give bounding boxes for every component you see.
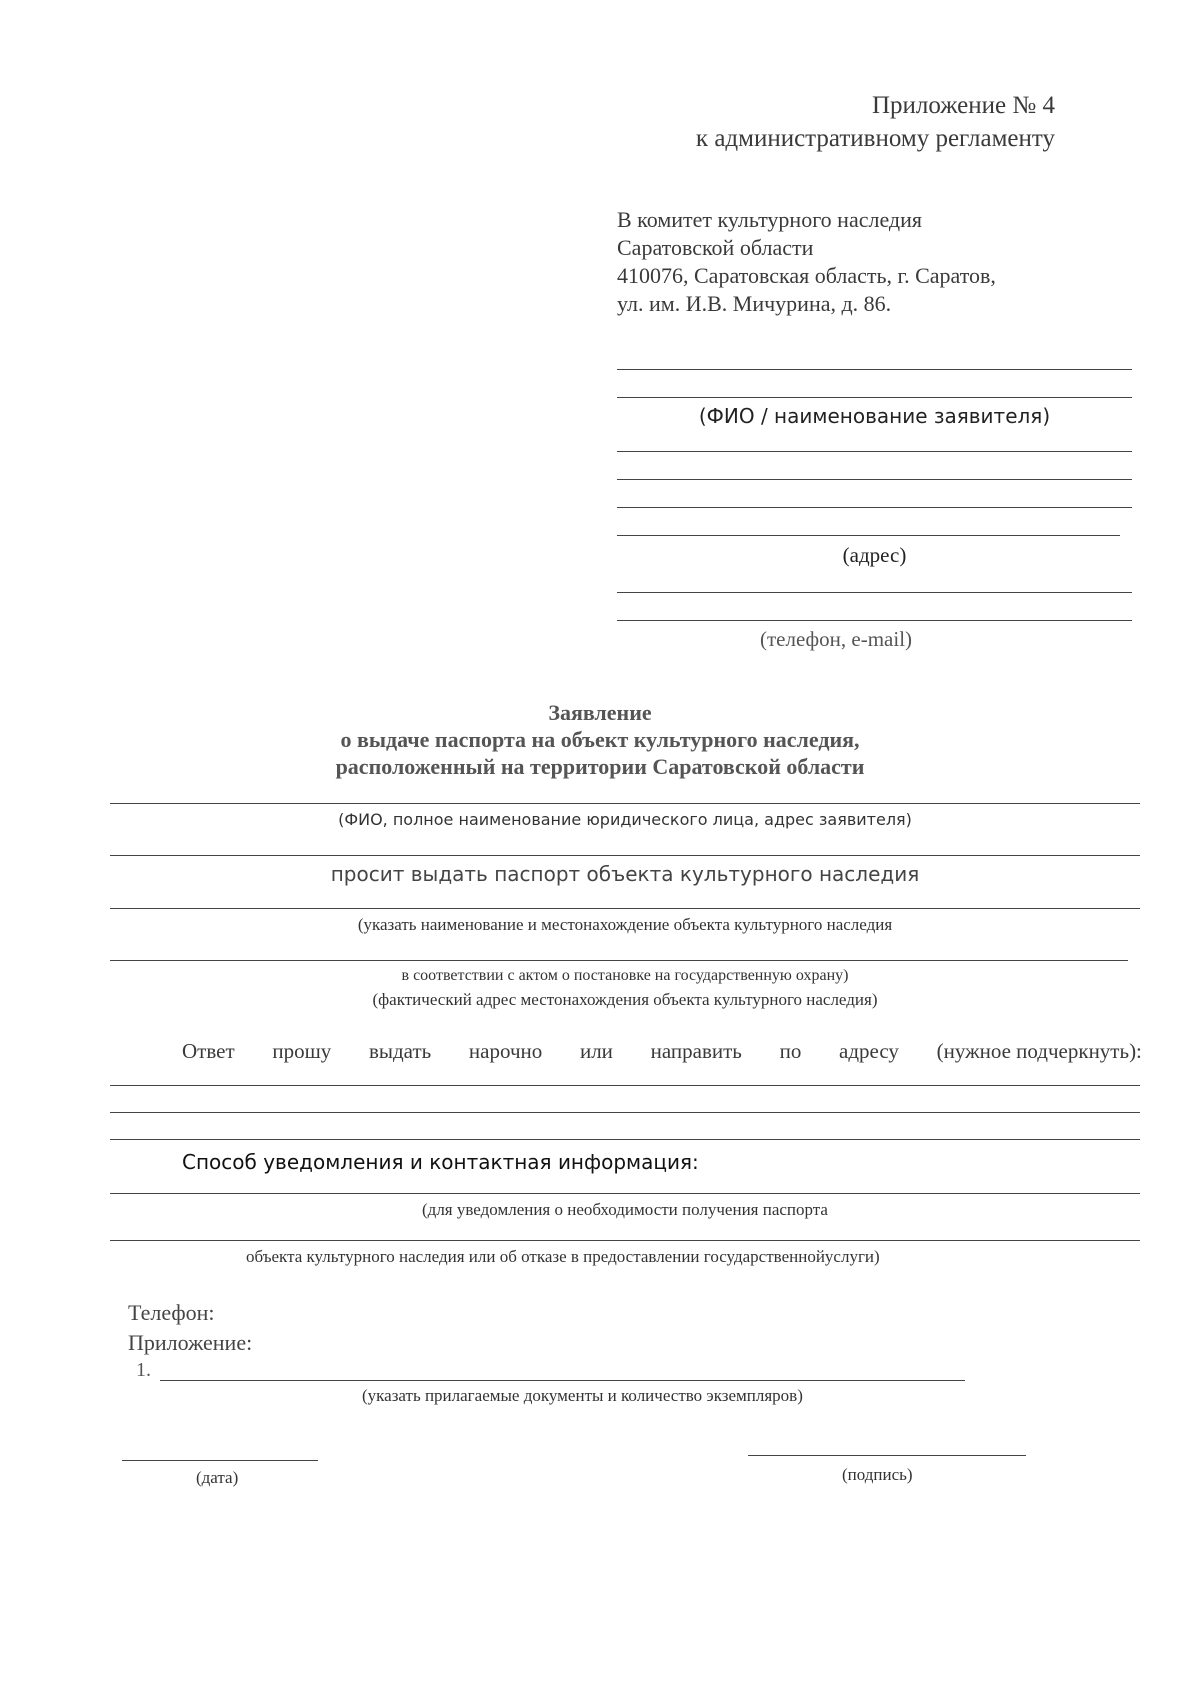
recipient-line-3: 410076, Саратовская область, г. Саратов, (617, 263, 996, 288)
notification-line-1[interactable] (110, 1193, 1140, 1194)
object-caption-2: в соответствии с актом о постановке на государственную охрану) (401, 967, 849, 984)
answer-line-3[interactable] (110, 1139, 1140, 1140)
attachment-label: Приложение: (128, 1330, 253, 1355)
phone-label: Телефон: (128, 1300, 215, 1325)
answer-line-1[interactable] (110, 1085, 1140, 1086)
applicant-address-line-1[interactable] (617, 451, 1132, 452)
applicant-name-caption: (ФИО / наименование заявителя) (698, 404, 1051, 428)
applicant-address-caption: (адрес) (842, 543, 907, 567)
date-line[interactable] (122, 1460, 318, 1461)
applicant-contact-caption: (телефон, e-mail) (760, 627, 913, 651)
date-caption: (дата) (196, 1468, 239, 1487)
answer-word-8: адресу (839, 1039, 899, 1063)
answer-line-2[interactable] (110, 1112, 1140, 1113)
object-line-2[interactable] (110, 960, 1128, 961)
request-text: просит выдать паспорт объекта культурного наследия (330, 862, 920, 886)
request-line-top[interactable] (110, 855, 1140, 856)
answer-word-9: (нужное подчеркнуть): (936, 1039, 1142, 1063)
object-caption-3: (фактический адрес местонахождения объекта культурного наследия) (372, 990, 878, 1009)
document-subtitle-2: расположенный на территории Саратовской области (335, 754, 865, 779)
recipient-line-1: В комитет культурного наследия (617, 207, 923, 232)
applicant-name-line-1[interactable] (617, 369, 1132, 370)
answer-word-7: по (779, 1039, 802, 1063)
appendix-subtitle: к административному регламенту (695, 125, 1055, 152)
applicant-full-caption: (ФИО, полное наименование юридического лица, адрес заявителя) (338, 810, 912, 829)
applicant-address-line-4[interactable] (617, 535, 1120, 536)
document-subtitle-1: о выдаче паспорта на объект культурного наследия, (340, 727, 860, 752)
notification-line-2[interactable] (110, 1240, 1140, 1241)
applicant-contact-line-2[interactable] (617, 620, 1132, 621)
answer-word-1: Ответ (182, 1039, 235, 1063)
answer-word-5: или (579, 1039, 613, 1063)
signature-caption: (подпись) (842, 1465, 913, 1484)
attachment-caption: (указать прилагаемые документы и количество экземпляров) (362, 1386, 803, 1405)
applicant-full-line[interactable] (110, 803, 1140, 804)
applicant-address-line-3[interactable] (617, 507, 1132, 508)
object-caption-1: (указать наименование и местонахождение объекта культурного наследия (357, 915, 893, 934)
notification-label: Способ уведомления и контактная информация: (182, 1150, 699, 1174)
applicant-name-line-2[interactable] (617, 397, 1132, 398)
applicant-contact-line-1[interactable] (617, 592, 1132, 593)
answer-option-hand-delivery[interactable]: нарочно (468, 1039, 543, 1063)
recipient-line-4: ул. им. И.В. Мичурина, д. 86. (617, 291, 892, 316)
applicant-address-line-2[interactable] (617, 479, 1132, 480)
answer-option-send-by-address[interactable]: направить (650, 1039, 742, 1063)
answer-word-2: прошу (272, 1039, 332, 1063)
appendix-title: Приложение № 4 (871, 92, 1055, 119)
signature-line[interactable] (748, 1455, 1026, 1456)
document-title: Заявление (548, 700, 652, 725)
attachment-line[interactable] (160, 1380, 965, 1381)
answer-word-3: выдать (368, 1039, 432, 1063)
object-line-1[interactable] (110, 908, 1140, 909)
recipient-line-2: Саратовской области (617, 235, 814, 260)
notification-caption-1: (для уведомления о необходимости получения паспорта (422, 1200, 828, 1219)
answer-request-row (182, 1039, 1142, 1064)
notification-caption-2: объекта культурного наследия или об отказе в предоставлении государственнойуслуги) (246, 1247, 880, 1266)
attachment-item-number: 1. (136, 1359, 151, 1381)
